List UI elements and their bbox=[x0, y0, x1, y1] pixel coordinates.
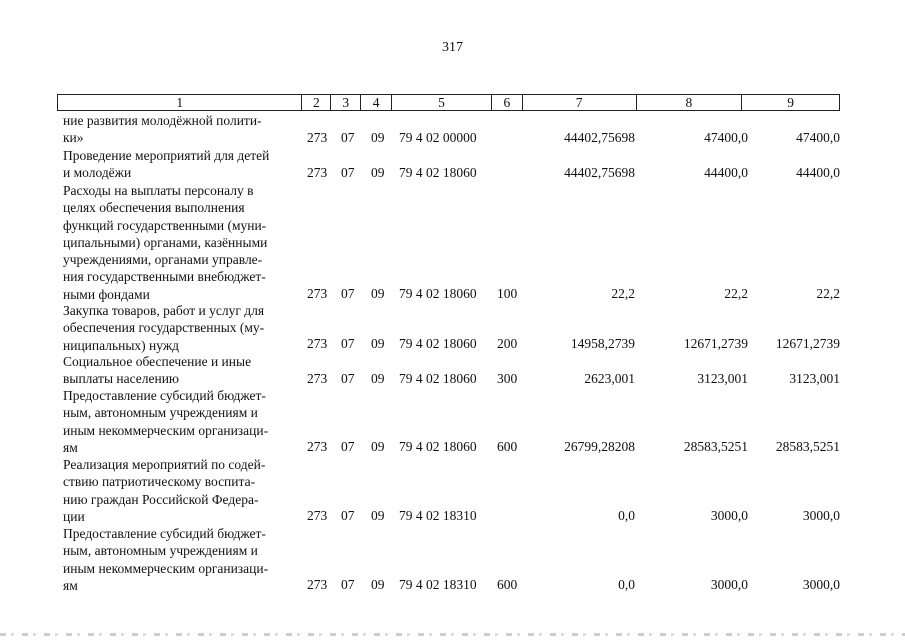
cell-col-7: 44402,75698 bbox=[564, 130, 635, 145]
cell-col-3: 07 bbox=[341, 165, 355, 180]
row-values bbox=[0, 164, 905, 181]
row-description: Проведение мероприятий для детей и молодёжи bbox=[63, 148, 270, 181]
column-header-4: 4 bbox=[361, 95, 392, 110]
cell-col-8: 3123,001 bbox=[697, 371, 748, 386]
cell-col-8: 3000,0 bbox=[710, 508, 748, 523]
cell-col-9: 47400,0 bbox=[796, 130, 840, 145]
page-number: 317 bbox=[442, 40, 463, 55]
cell-col-7: 44402,75698 bbox=[564, 165, 635, 180]
row-description: Предоставление субсидий бюджет- ным, автономным учреждениям и иным некоммерческим организаци- ям bbox=[63, 388, 269, 455]
cell-col-3: 07 bbox=[341, 439, 355, 454]
cell-col-5: 79 4 02 18310 bbox=[399, 508, 477, 523]
cell-col-6: 600 bbox=[497, 577, 518, 592]
cell-col-2: 273 bbox=[307, 577, 328, 592]
cell-col-6: 300 bbox=[497, 371, 518, 386]
cell-col-8: 28583,5251 bbox=[683, 439, 748, 454]
cell-col-9: 3123,001 bbox=[789, 371, 840, 386]
row-description: Расходы на выплаты персоналу в целях обеспечения выполнения функций государственными (муни- ципальными) органами, казёнными учреждениями, органами управле- ния государственными внебюджет- ными фондами bbox=[63, 183, 268, 302]
cell-col-8: 47400,0 bbox=[704, 130, 748, 145]
cell-col-9: 22,2 bbox=[816, 286, 840, 301]
cell-col-5: 79 4 02 18310 bbox=[399, 577, 477, 592]
cell-col-7: 2623,001 bbox=[584, 371, 635, 386]
column-header-3: 3 bbox=[331, 95, 361, 110]
cell-col-9: 28583,5251 bbox=[775, 439, 840, 454]
cell-col-7: 14958,2739 bbox=[570, 336, 635, 351]
cell-col-7: 0,0 bbox=[618, 508, 635, 523]
cell-col-3: 07 bbox=[341, 577, 355, 592]
cell-col-7: 26799,28208 bbox=[564, 439, 635, 454]
cell-col-8: 44400,0 bbox=[704, 165, 748, 180]
cell-col-8: 12671,2739 bbox=[683, 336, 748, 351]
column-header-5: 5 bbox=[392, 95, 492, 110]
cell-col-4: 09 bbox=[371, 286, 385, 301]
column-header-6: 6 bbox=[492, 95, 523, 110]
cell-col-3: 07 bbox=[341, 130, 355, 145]
cell-col-2: 273 bbox=[307, 336, 328, 351]
row-values bbox=[0, 285, 905, 302]
row-description: Реализация мероприятий по содей- ствию патриотическому воспита- нию граждан Российской Федера- ции bbox=[63, 457, 266, 524]
cell-col-8: 3000,0 bbox=[710, 577, 748, 592]
cell-col-6: 200 bbox=[497, 336, 518, 351]
scan-artifact bbox=[0, 633, 905, 636]
cell-col-2: 273 bbox=[307, 286, 328, 301]
column-header-7: 7 bbox=[523, 95, 637, 110]
cell-col-3: 07 bbox=[341, 371, 355, 386]
cell-col-9: 3000,0 bbox=[802, 577, 840, 592]
cell-col-6: 600 bbox=[497, 439, 518, 454]
cell-col-4: 09 bbox=[371, 577, 385, 592]
table-header bbox=[57, 94, 840, 111]
cell-col-2: 273 bbox=[307, 508, 328, 523]
cell-col-7: 22,2 bbox=[611, 286, 635, 301]
cell-col-9: 12671,2739 bbox=[775, 336, 840, 351]
row-values bbox=[0, 438, 905, 455]
cell-col-5: 79 4 02 00000 bbox=[399, 130, 477, 145]
cell-col-4: 09 bbox=[371, 508, 385, 523]
column-header-9: 9 bbox=[787, 95, 794, 110]
cell-col-4: 09 bbox=[371, 130, 385, 145]
cell-col-5: 79 4 02 18060 bbox=[399, 336, 477, 351]
cell-col-4: 09 bbox=[371, 439, 385, 454]
cell-col-8: 22,2 bbox=[724, 286, 748, 301]
row-description: Предоставление субсидий бюджет- ным, автономным учреждениям и иным некоммерческим организаци- ям bbox=[63, 526, 269, 593]
cell-col-2: 273 bbox=[307, 165, 328, 180]
row-description: Социальное обеспечение и иные выплаты населению bbox=[63, 354, 252, 387]
cell-col-5: 79 4 02 18060 bbox=[399, 371, 477, 386]
cell-col-2: 273 bbox=[307, 371, 328, 386]
row-values bbox=[0, 576, 905, 593]
cell-col-9: 44400,0 bbox=[796, 165, 840, 180]
cell-col-9: 3000,0 bbox=[802, 508, 840, 523]
cell-col-5: 79 4 02 18060 bbox=[399, 286, 477, 301]
row-values bbox=[0, 129, 905, 146]
row-description: ние развития молодёжной полити- ки» bbox=[63, 113, 262, 146]
cell-col-5: 79 4 02 18060 bbox=[399, 439, 477, 454]
cell-col-2: 273 bbox=[307, 439, 328, 454]
row-values bbox=[0, 335, 905, 352]
cell-col-3: 07 bbox=[341, 508, 355, 523]
row-values bbox=[0, 507, 905, 524]
column-header-1: 1 bbox=[58, 95, 302, 110]
cell-col-4: 09 bbox=[371, 371, 385, 386]
cell-col-4: 09 bbox=[371, 165, 385, 180]
column-header-8: 8 bbox=[637, 95, 743, 110]
cell-col-6: 100 bbox=[497, 286, 518, 301]
column-header-2: 2 bbox=[302, 95, 331, 110]
row-values bbox=[0, 370, 905, 387]
cell-col-3: 07 bbox=[341, 286, 355, 301]
cell-col-4: 09 bbox=[371, 336, 385, 351]
cell-col-5: 79 4 02 18060 bbox=[399, 165, 477, 180]
cell-col-7: 0,0 bbox=[618, 577, 635, 592]
row-description: Закупка товаров, работ и услуг для обеспечения государственных (му- ниципальных) нужд bbox=[63, 303, 265, 353]
cell-col-3: 07 bbox=[341, 336, 355, 351]
cell-col-2: 273 bbox=[307, 130, 328, 145]
